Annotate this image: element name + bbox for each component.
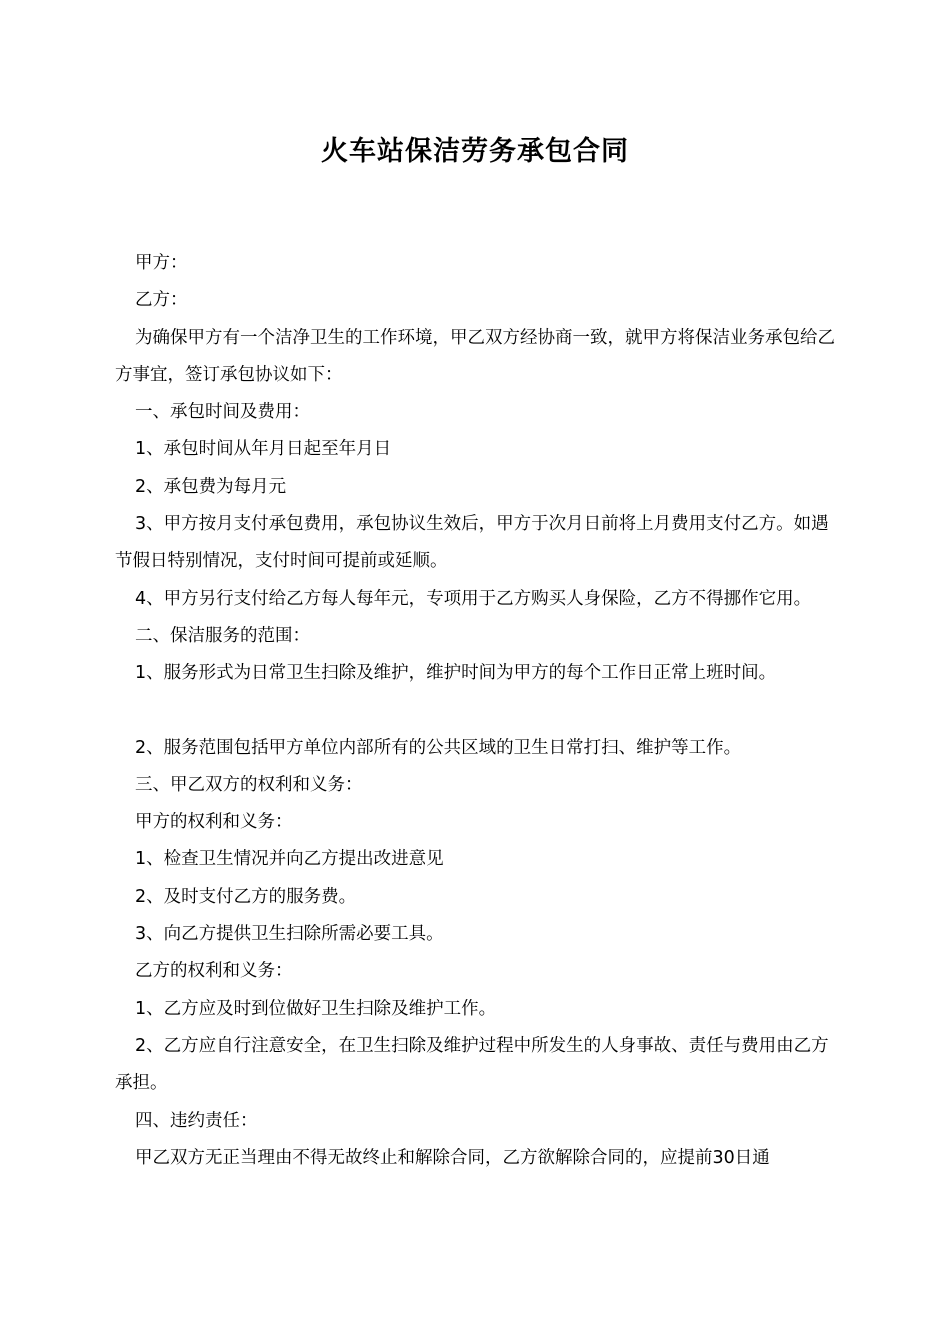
clause-paragraph: 3、甲方按月支付承包费用，承包协议生效后，甲方于次月日前将上月费用支付乙方。如遇节假日特别情况，支付时间可提前或延顺。 (115, 514, 829, 572)
section-heading-rights-obligations: 三、甲乙双方的权利和义务： (135, 774, 363, 795)
party-b-line: 乙方： (135, 290, 188, 311)
clause-paragraph: 4、甲方另行支付给乙方每人每年元，专项用于乙方购买人身保险，乙方不得挪作它用。 (135, 588, 812, 609)
clause-paragraph: 1、乙方应及时到位做好卫生扫除及维护工作。 (135, 998, 497, 1019)
clause-paragraph: 1、服务形式为日常卫生扫除及维护，维护时间为甲方的每个工作日正常上班时间。 (135, 663, 777, 684)
clause-paragraph: 2、乙方应自行注意安全，在卫生扫除及维护过程中所发生的人身事故、责任与费用由乙方承担。 (115, 1035, 829, 1094)
party-a-line: 甲方： (135, 253, 188, 273)
section-heading-liability: 四、违约责任： (135, 1110, 258, 1131)
clause-paragraph: 1、承包时间从年月日起至年月日 (135, 439, 392, 460)
document-title: 火车站保洁劳务承包合同 (321, 136, 629, 167)
subheading-party-b-rights: 乙方的权利和义务： (135, 961, 293, 982)
clause-paragraph: 2、服务范围包括甲方单位内部所有的公共区域的卫生日常打扫、维护等工作。 (135, 737, 742, 758)
clause-paragraph: 2、承包费为每月元 (135, 476, 287, 497)
clause-paragraph: 3、向乙方提供卫生扫除所需必要工具。 (135, 924, 444, 945)
subheading-party-a-rights: 甲方的权利和义务： (135, 812, 293, 833)
clause-paragraph: 1、检查卫生情况并向乙方提出改进意见 (135, 849, 444, 870)
clause-paragraph: 2、及时支付乙方的服务费。 (135, 886, 357, 907)
document-body (115, 245, 840, 1177)
clause-paragraph: 甲乙双方无正当理由不得无故终止和解除合同，乙方欲解除合同的，应提前30日通 (135, 1147, 770, 1168)
preamble-paragraph: 为确保甲方有一个洁净卫生的工作环境，甲乙双方经协商一致，就甲方将保洁业务承包给乙方事宜，签订承包协议如下： (115, 327, 835, 385)
section-heading-term-and-fee: 一、承包时间及费用： (135, 402, 310, 423)
section-heading-service-scope: 二、保洁服务的范围： (135, 625, 310, 646)
